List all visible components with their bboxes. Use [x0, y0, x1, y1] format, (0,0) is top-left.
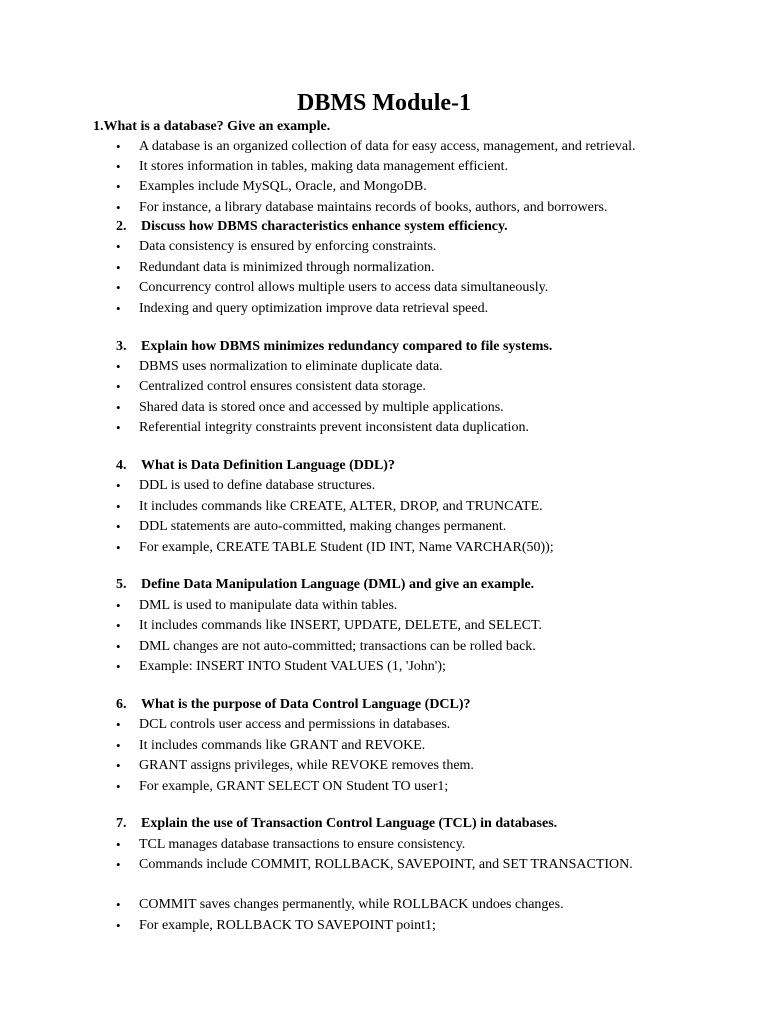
bullet-icon: • [116, 639, 121, 654]
question-text: Explain the use of Transaction Control Language (TCL) in databases. [141, 816, 558, 831]
bullet-icon: • [116, 200, 121, 215]
bullet-text: It includes commands like GRANT and REVOKE. [139, 738, 426, 753]
bullet-text: It includes commands like CREATE, ALTER, DROP, and TRUNCATE. [139, 499, 543, 514]
bullet-icon: • [116, 857, 121, 872]
question-number: 7. [116, 816, 127, 831]
bullet-text: Referential integrity constraints prevent inconsistent data duplication. [139, 420, 529, 435]
question-text: What is the purpose of Data Control Language (DCL)? [141, 697, 471, 712]
bullet-text: It stores information in tables, making data management efficient. [139, 159, 509, 174]
question-text: Explain how DBMS minimizes redundancy compared to file systems. [141, 339, 553, 354]
bullet-icon: • [116, 717, 121, 732]
bullet-icon: • [116, 598, 121, 613]
bullet-text: A database is an organized collection of data for easy access, management, and retrieval. [139, 139, 636, 154]
list-item [116, 855, 678, 895]
bullet-text: DML is used to manipulate data within tables. [139, 598, 398, 613]
bullet-text: For example, CREATE TABLE Student (ID INT, Name VARCHAR(50)); [139, 540, 554, 555]
bullet-text: GRANT assigns privileges, while REVOKE removes them. [139, 758, 474, 773]
bullet-icon: • [116, 280, 121, 295]
bullet-text: For example, ROLLBACK TO SAVEPOINT point1; [139, 918, 436, 933]
bullet-text: It includes commands like INSERT, UPDATE, DELETE, and SELECT. [139, 618, 543, 633]
bullet-text: DCL controls user access and permissions in databases. [139, 717, 451, 732]
bullet-text: DDL is used to define database structures. [139, 478, 376, 493]
bullet-icon: • [116, 159, 121, 174]
bullet-icon: • [116, 779, 121, 794]
bullet-icon: • [116, 179, 121, 194]
bullet-text: Indexing and query optimization improve data retrieval speed. [139, 301, 489, 316]
bullet-text: DBMS uses normalization to eliminate duplicate data. [139, 359, 443, 374]
bullet-icon: • [116, 239, 121, 254]
bullet-text: Commands include COMMIT, ROLLBACK, SAVEPOINT, and SET TRANSACTION. [139, 857, 633, 872]
question-heading [116, 814, 557, 834]
bullet-text: Example: INSERT INTO Student VALUES (1, 'John'); [139, 659, 446, 674]
bullet-icon: • [116, 379, 121, 394]
bullet-icon: • [116, 478, 121, 493]
bullet-text: Shared data is stored once and accessed by multiple applications. [139, 400, 504, 415]
bullet-icon: • [116, 499, 121, 514]
bullet-icon: • [116, 738, 121, 753]
bullet-text: Data consistency is ensured by enforcing constraints. [139, 239, 437, 254]
bullet-icon: • [116, 758, 121, 773]
question-number: 6. [116, 697, 127, 712]
question-number: 1. [93, 119, 104, 134]
bullet-icon: • [116, 918, 121, 933]
bullet-text: For instance, a library database maintains records of books, authors, and borrowers. [139, 200, 608, 215]
bullet-icon: • [116, 540, 121, 555]
bullet-text: TCL manages database transactions to ensure consistency. [139, 837, 466, 852]
bullet-icon: • [116, 897, 121, 912]
question-number: 2. [116, 219, 127, 234]
bullet-icon: • [116, 260, 121, 275]
bullet-icon: • [116, 519, 121, 534]
bullet-icon: • [116, 420, 121, 435]
question-text: What is Data Definition Language (DDL)? [141, 458, 395, 473]
bullet-icon: • [116, 301, 121, 316]
question-number: 4. [116, 458, 127, 473]
question-heading [116, 217, 508, 237]
question-text: What is a database? Give an example. [103, 119, 331, 134]
bullet-icon: • [116, 400, 121, 415]
bullet-text: For example, GRANT SELECT ON Student TO user1; [139, 779, 449, 794]
question-number: 3. [116, 339, 127, 354]
bullet-icon: • [116, 659, 121, 674]
bullet-text: DDL statements are auto-committed, making changes permanent. [139, 519, 507, 534]
question-text: Define Data Manipulation Language (DML) and give an example. [141, 577, 535, 592]
question-number: 5. [116, 577, 127, 592]
bullet-text: Concurrency control allows multiple users to access data simultaneously. [139, 280, 549, 295]
bullet-text: Redundant data is minimized through normalization. [139, 260, 435, 275]
bullet-icon: • [116, 139, 121, 154]
question-text: Discuss how DBMS characteristics enhance system efficiency. [141, 219, 508, 234]
bullet-text: COMMIT saves changes permanently, while ROLLBACK undoes changes. [139, 897, 564, 912]
question-heading [116, 337, 552, 357]
bullet-text: Centralized control ensures consistent data storage. [139, 379, 426, 394]
question-heading [116, 575, 534, 595]
question-heading [116, 456, 395, 476]
bullet-icon: • [116, 618, 121, 633]
bullet-icon: • [116, 359, 121, 374]
page-title: DBMS Module-1 [297, 90, 471, 116]
question-heading [116, 695, 471, 715]
bullet-icon: • [116, 837, 121, 852]
bullet-text: DML changes are not auto-committed; transactions can be rolled back. [139, 639, 536, 654]
bullet-text: Examples include MySQL, Oracle, and MongoDB. [139, 179, 427, 194]
question-heading [93, 117, 330, 137]
